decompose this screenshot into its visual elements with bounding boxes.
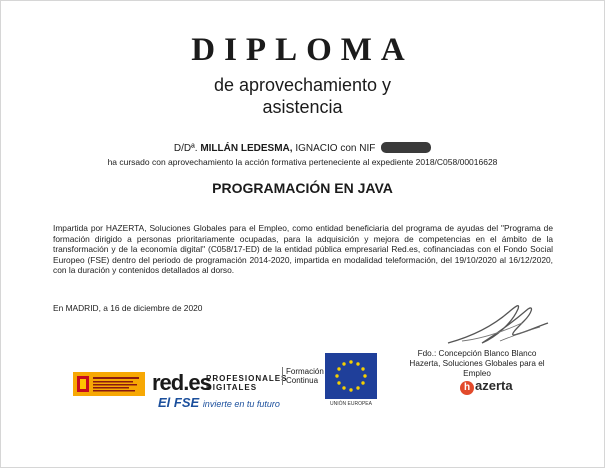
eu-flag-icon [325,353,377,399]
formacion-continua-label [282,367,324,385]
subtitle-line-1: de aprovechamiento y [213,75,392,95]
completion-statement: ha cursado con aprovechamiento la acción formativa perteneciente al expediente 2018/C058/00016628 [107,157,498,167]
formacion-text: Formación [286,367,324,376]
digitales-text: DIGITALES [206,383,258,392]
fse-main: El FSE [158,395,200,410]
place-and-date: En MADRID, a 16 de diciembre de 2020 [53,303,203,313]
signer-org-cont: Empleo [463,369,491,378]
fse-tagline: invierte en tu futuro [202,399,280,409]
hazerta-h-icon: h [460,381,474,395]
diploma-body-paragraph: Impartida por HAZERTA, Soluciones Globales para el Empleo, como entidad beneficiaria del programa de ayudas del "Programa de formación dirigido a personas prioritariamente ocupadas, para la adquisición y mejora de competencias en el ámbito de la transformación y de la economía digital" (C058/17-ED) de la entidad pública empresarial Red.es, cofinanciadas con el Fondo Social Europeo (FSE) dentro del periodo de programación 2014-2020, impartida en modalidad teleformación, del 19/10/2020 al 16/12/2020, con la duración y contenidos detallados al dorso. [53,223,553,276]
continua-text: Continua [286,376,319,385]
subtitle-line-2: asistencia [262,97,343,117]
redes-logo [152,367,324,410]
recipient-line [0,142,605,154]
recipient-prefix: D/Dª. [173,143,198,154]
spanish-government-logo [73,372,145,396]
eu-logo [325,353,377,407]
profesionales-digitales-label [206,374,287,392]
hazerta-logo [460,378,513,395]
nif-label: con NIF [340,143,376,154]
signature-image [440,297,555,353]
recipient-surname: MILLÁN LEDESMA, [200,143,293,154]
diploma-subtitle [0,74,605,118]
hazerta-wordmark: azerta [475,378,513,393]
signer-name: Fdo.: Concepción Blanco Blanco [417,349,537,358]
signer-org: Hazerta, Soluciones Globales para el [409,359,545,368]
recipient-given-name: IGNACIO [295,143,338,154]
signer-block [402,349,552,379]
course-title: PROGRAMACIÓN EN JAVA [212,180,393,196]
fse-slogan [158,395,280,410]
eu-label: UNIÓN EUROPEA [330,401,372,407]
profesionales-text: PROFESIONALES [206,374,288,383]
redes-wordmark: red.es [152,370,211,395]
redacted-nif [381,142,431,153]
diploma-title: DIPLOMA [191,32,414,68]
